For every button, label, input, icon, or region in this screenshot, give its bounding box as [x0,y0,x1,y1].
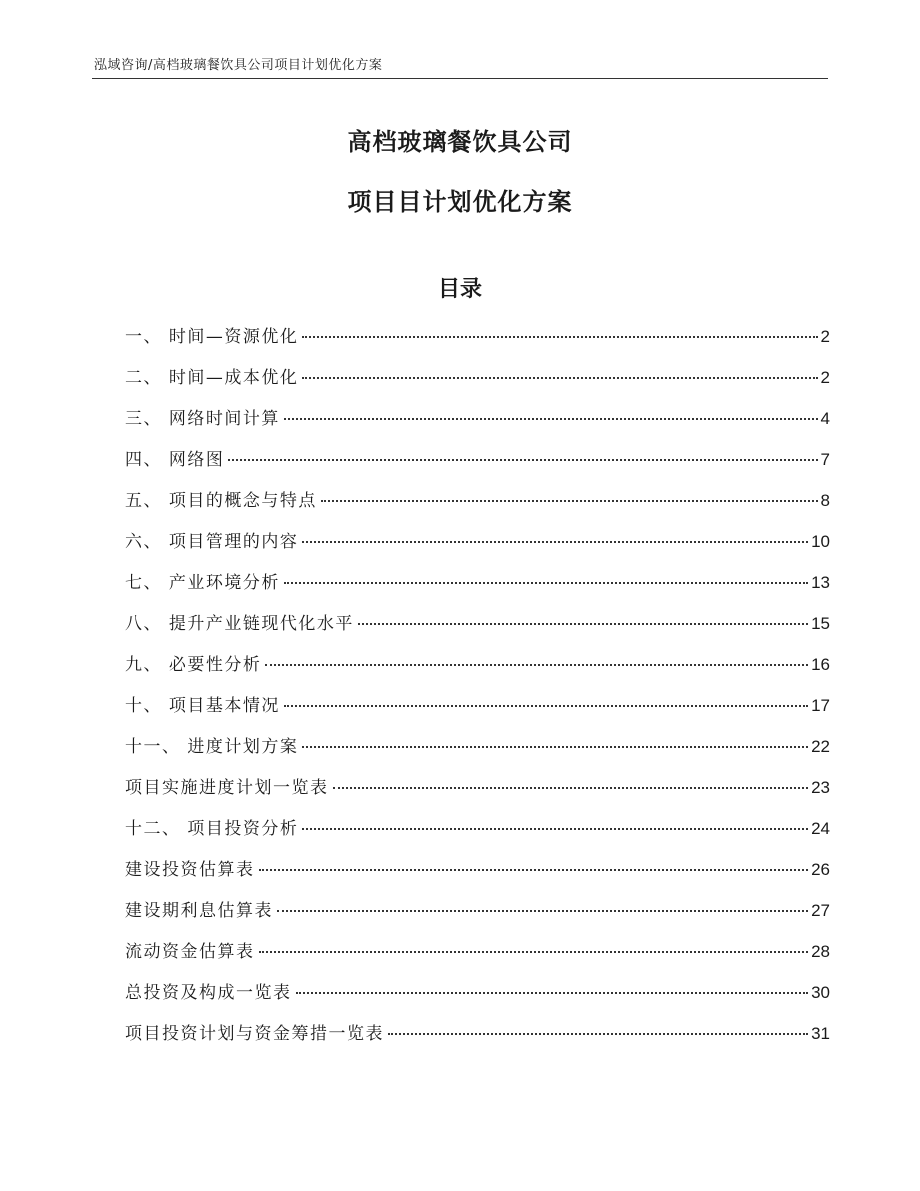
toc-entry-label: 十、 项目基本情况 [125,696,280,716]
toc-entry[interactable] [125,363,830,404]
toc-dot-leader [228,459,817,461]
toc-entry-page-number: 16 [811,655,830,674]
toc-entry[interactable] [125,773,830,814]
toc-entry[interactable] [125,691,830,732]
toc-entry-page-number: 2 [820,368,830,387]
document-title: 高档玻璃餐饮具公司 [347,128,573,156]
running-header: 泓域咨询/高档玻璃餐饮具公司项目计划优化方案 [94,58,383,73]
toc-entry-page-number: 27 [811,901,830,920]
toc-entry-label: 项目实施进度计划一览表 [125,778,329,798]
toc-dot-leader [284,418,818,420]
toc-entry-label: 总投资及构成一览表 [125,983,292,1003]
toc-entry-label: 十一、 进度计划方案 [125,737,299,757]
toc-entry-page-number: 4 [820,409,830,428]
toc-entry-page-number: 7 [820,450,830,469]
toc-entry[interactable] [125,527,830,568]
toc-dot-leader [333,787,809,789]
toc-entry-label: 七、 产业环境分析 [125,573,280,593]
toc-entry-label: 三、 网络时间计算 [125,409,280,429]
toc-entry[interactable] [125,1019,830,1060]
toc-entry[interactable] [125,896,830,937]
toc-dot-leader [388,1033,808,1035]
toc-entry-label: 项目投资计划与资金筹措一览表 [125,1024,384,1044]
table-of-contents [125,322,830,1060]
toc-entry-label: 二、 时间—成本优化 [125,368,299,388]
toc-entry-page-number: 26 [811,860,830,879]
toc-dot-leader [284,582,808,584]
toc-entry[interactable] [125,404,830,445]
toc-heading: 目录 [437,277,482,302]
toc-dot-leader [265,664,808,666]
toc-entry[interactable] [125,855,830,896]
document-subtitle: 项目目计划优化方案 [347,188,573,216]
header-divider [92,78,828,79]
toc-dot-leader [302,336,817,338]
toc-entry[interactable] [125,609,830,650]
toc-entry-label: 流动资金估算表 [125,942,255,962]
toc-dot-leader [302,828,808,830]
toc-dot-leader [302,377,817,379]
toc-entry[interactable] [125,978,830,1019]
toc-entry-page-number: 24 [811,819,830,838]
toc-entry-label: 建设期利息估算表 [125,901,273,921]
toc-entry-page-number: 17 [811,696,830,715]
toc-entry[interactable] [125,445,830,486]
toc-entry[interactable] [125,322,830,363]
toc-dot-leader [277,910,808,912]
toc-entry-label: 十二、 项目投资分析 [125,819,299,839]
toc-entry[interactable] [125,937,830,978]
toc-entry-label: 一、 时间—资源优化 [125,327,299,347]
toc-dot-leader [284,705,808,707]
toc-entry[interactable] [125,732,830,773]
toc-entry-page-number: 31 [811,1024,830,1043]
toc-entry-page-number: 13 [811,573,830,592]
toc-entry-page-number: 30 [811,983,830,1002]
toc-dot-leader [302,746,808,748]
toc-entry-page-number: 23 [811,778,830,797]
toc-entry-page-number: 22 [811,737,830,756]
toc-dot-leader [259,951,809,953]
toc-entry-page-number: 28 [811,942,830,961]
toc-entry[interactable] [125,486,830,527]
toc-entry-page-number: 15 [811,614,830,633]
toc-dot-leader [302,541,808,543]
toc-dot-leader [321,500,818,502]
toc-entry-label: 建设投资估算表 [125,860,255,880]
toc-entry-label: 四、 网络图 [125,450,225,470]
toc-entry-page-number: 8 [820,491,830,510]
toc-dot-leader [358,623,808,625]
toc-entry[interactable] [125,814,830,855]
toc-entry-page-number: 10 [811,532,830,551]
toc-entry[interactable] [125,650,830,691]
toc-entry-page-number: 2 [820,327,830,346]
toc-dot-leader [296,992,809,994]
toc-dot-leader [259,869,809,871]
toc-entry-label: 六、 项目管理的内容 [125,532,299,552]
toc-entry-label: 五、 项目的概念与特点 [125,491,317,511]
toc-entry-label: 八、 提升产业链现代化水平 [125,614,354,634]
toc-entry[interactable] [125,568,830,609]
toc-entry-label: 九、 必要性分析 [125,655,262,675]
